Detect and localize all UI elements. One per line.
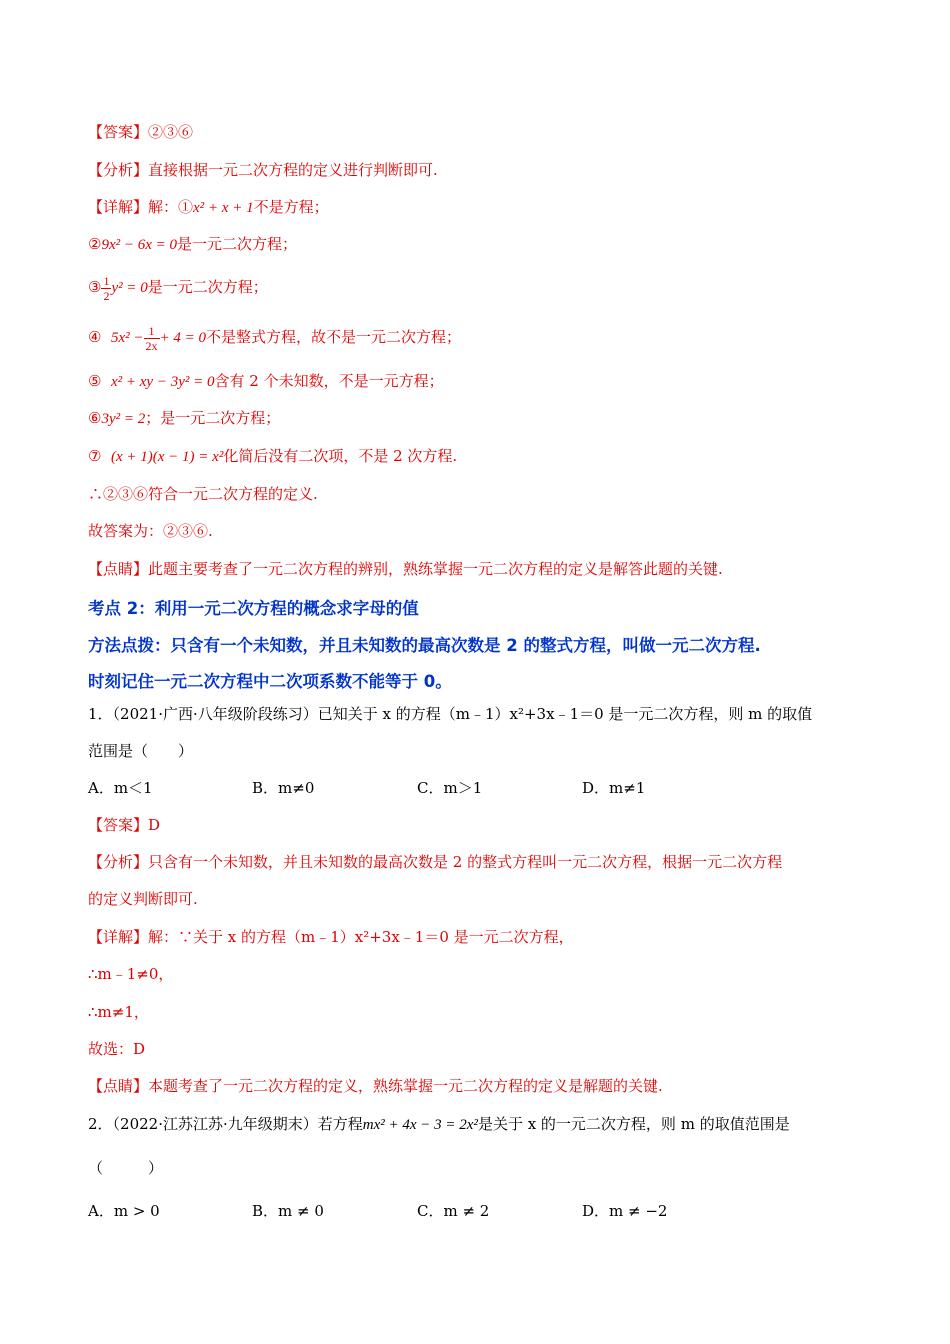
q1-step-2: ∴m≠1，	[88, 1003, 149, 1021]
item4-mark: ④	[88, 328, 102, 346]
final-answer-line: 故答案为：②③⑥.	[88, 522, 213, 540]
item1-text: 不是方程；	[253, 198, 329, 216]
item2-mark: ②	[88, 235, 102, 253]
item6-text: ；是一元二次方程；	[145, 409, 281, 427]
detail-item-5	[88, 371, 444, 392]
item1-expression: x² + x + 1	[193, 200, 254, 216]
q1-option-b: B．m≠0	[252, 779, 315, 797]
q2-option-a: A．m > 0	[88, 1202, 160, 1220]
q2-stem-expression: mx² + 4x − 3 = 2x²	[362, 1117, 478, 1133]
detail-prefix: 【详解】解：①	[88, 198, 194, 216]
method-line-2: 时刻记住一元二次方程中二次项系数不能等于 0。	[88, 672, 452, 691]
item3-expression: y² = 0	[111, 280, 148, 296]
item4-expression-a: 5x² −	[111, 330, 144, 346]
q1-answer: 【答案】D	[88, 816, 161, 834]
comment-line: 【点睛】此题主要考查了一元二次方程的辨别，熟练掌握一元二次方程的定义是解答此题的关键.	[88, 560, 723, 578]
q1-comment: 【点睛】本题考查了一元二次方程的定义，熟练掌握一元二次方程的定义是解题的关键.	[88, 1077, 663, 1095]
item5-mark: ⑤	[88, 372, 102, 390]
section-title: 考点 2：利用一元二次方程的概念求字母的值	[88, 599, 419, 618]
q1-stem-line-2: 范围是（ ）	[88, 742, 194, 760]
q2-stem-line-1	[88, 1114, 790, 1135]
detail-item-3	[88, 272, 268, 303]
q2-option-c: C．m ≠ 2	[417, 1202, 490, 1220]
detail-item-6	[88, 408, 280, 429]
item7-mark: ⑦	[88, 447, 102, 465]
q1-option-d: D．m≠1	[582, 779, 646, 797]
item4-expression-b: + 4 = 0	[159, 330, 207, 346]
q2-option-d: D．m ≠ −2	[582, 1202, 668, 1220]
q2-stem-suffix: 是关于 x 的一元二次方程，则 m 的取值范围是	[477, 1115, 790, 1133]
q1-choice: 故选：D	[88, 1040, 146, 1058]
q2-stem-prefix: 2．（2022·江苏江苏·九年级期末）若方程	[88, 1115, 363, 1133]
item4-text: 不是整式方程，故不是一元二次方程；	[206, 328, 462, 346]
item2-text: 是一元二次方程；	[177, 235, 298, 253]
item7-text: 化简后没有二次项，不是 2 次方程.	[223, 447, 458, 465]
item3-fraction: $\frac{1}{2}$	[103, 273, 110, 303]
detail-item-4	[88, 320, 461, 355]
conclusion-line: ∴②③⑥符合一元二次方程的定义.	[88, 485, 318, 503]
item3-mark: ③	[88, 278, 102, 296]
detail-item-2	[88, 234, 297, 255]
q1-step-1: ∴m﹣1≠0，	[88, 965, 174, 983]
detail-item-7	[88, 446, 457, 467]
item4-fraction: $\frac{1}{2x}$	[145, 323, 158, 353]
item5-expression: x² + xy − 3y² = 0	[111, 374, 215, 390]
q2-option-b: B．m ≠ 0	[252, 1202, 324, 1220]
item3-text: 是一元二次方程；	[147, 278, 268, 296]
item7-expression: (x + 1)(x − 1) = x²	[111, 449, 224, 465]
q1-analysis-line-2: 的定义判断即可.	[88, 890, 198, 908]
detail-item-1	[88, 197, 329, 218]
item2-expression: 9x² − 6x = 0	[101, 237, 178, 253]
q1-option-a: A．m＜1	[88, 779, 153, 797]
q1-option-c: C．m＞1	[417, 779, 483, 797]
q1-detail: 【详解】解：∵关于 x 的方程（m﹣1）x²+3x﹣1＝0 是一元二次方程，	[88, 928, 574, 946]
q1-analysis-line-1: 【分析】只含有一个未知数，并且未知数的最高次数是 2 的整式方程叫一元二次方程，根据一元二次方程	[88, 853, 783, 871]
method-line-1: 方法点拨：只含有一个未知数，并且未知数的最高次数是 2 的整式方程，叫做一元二次方程.	[88, 636, 761, 655]
answer-line: 【答案】②③⑥	[88, 123, 194, 141]
item5-text: 含有 2 个未知数，不是一元方程；	[214, 372, 444, 390]
item6-mark: ⑥	[88, 409, 102, 427]
q2-stem-line-2: （ ）	[88, 1159, 164, 1177]
q1-stem-line-1: 1．（2021·广西·八年级阶段练习）已知关于 x 的方程（m﹣1）x²+3x﹣1＝0 是一元二次方程，则 m 的取值	[88, 705, 813, 723]
analysis-line: 【分析】直接根据一元二次方程的定义进行判断即可.	[88, 161, 438, 179]
item6-expression: 3y² = 2	[101, 411, 146, 427]
